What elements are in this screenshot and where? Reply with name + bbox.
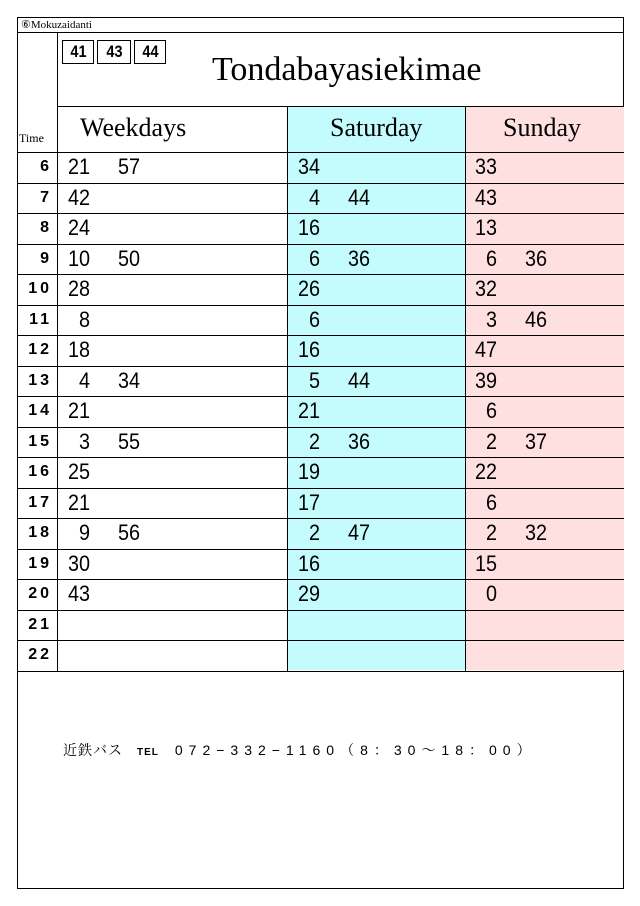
departure-minute: 21 (297, 398, 320, 423)
saturday-header: Saturday (330, 113, 423, 142)
sunday-departures (459, 213, 509, 243)
saturday-departures (282, 274, 332, 304)
departure-minute: 50 (117, 246, 140, 271)
departure-minute: 36 (347, 246, 370, 271)
office-hours: （8：30〜18：00） (340, 742, 537, 758)
weekdays-departures (52, 488, 102, 518)
saturday-departures (282, 152, 332, 182)
departure-minute: 5 (308, 368, 320, 393)
hour-label: 18 (28, 524, 52, 541)
weekdays-header: Weekdays (80, 113, 187, 142)
departure-minute: 55 (117, 429, 140, 454)
departure-minute: 44 (347, 368, 370, 393)
departure-minute: 47 (474, 337, 497, 362)
sunday-departures (459, 305, 559, 335)
weekdays-departures (52, 549, 102, 579)
saturday-departures (282, 183, 382, 213)
saturday-departures (282, 366, 382, 396)
hour-label: 16 (28, 463, 52, 480)
sunday-departures (459, 274, 509, 304)
hour-label: 12 (28, 341, 52, 358)
route-number: 43 (105, 42, 123, 61)
departure-minute: 2 (485, 520, 497, 545)
stop-code: ⑥Mokuzaidanti (21, 19, 92, 31)
sunday-header: Sunday (503, 113, 581, 142)
weekdays-departures (52, 366, 152, 396)
departure-minute: 36 (347, 429, 370, 454)
weekdays-departures (52, 427, 152, 457)
weekdays-departures (52, 518, 152, 548)
bus-company: 近鉄バス (63, 742, 123, 758)
sunday-departures (459, 579, 509, 609)
hour-label: 8 (40, 219, 52, 236)
saturday-departures (282, 427, 382, 457)
departure-minute: 19 (297, 459, 320, 484)
route-number-box (62, 40, 94, 64)
saturday-departures (282, 488, 332, 518)
departure-minute: 43 (67, 581, 90, 606)
departure-minute: 22 (474, 459, 497, 484)
row-divider (17, 671, 624, 672)
departure-minute: 29 (297, 581, 320, 606)
departure-minute: 4 (78, 368, 90, 393)
sunday-departures (459, 518, 559, 548)
sunday-departures (459, 549, 509, 579)
departure-minute: 2 (308, 429, 320, 454)
sunday-departures (459, 488, 509, 518)
departure-minute: 30 (67, 551, 90, 576)
departure-minute: 16 (297, 551, 320, 576)
departure-minute: 21 (67, 154, 90, 179)
hour-label: 7 (40, 189, 52, 206)
saturday-departures (282, 518, 382, 548)
departure-minute: 34 (297, 154, 320, 179)
departure-minute: 39 (474, 368, 497, 393)
sunday-departures (459, 152, 509, 182)
departure-minute: 6 (485, 490, 497, 515)
departure-minute: 9 (78, 520, 90, 545)
saturday-departures (282, 213, 332, 243)
departure-minute: 6 (485, 246, 497, 271)
saturday-departures (282, 396, 332, 426)
saturday-departures (282, 305, 332, 335)
route-number-box (134, 40, 166, 64)
departure-minute: 36 (524, 246, 547, 271)
sunday-departures (459, 427, 559, 457)
departure-minute: 16 (297, 215, 320, 240)
departure-minute: 18 (67, 337, 90, 362)
departure-minute: 15 (474, 551, 497, 576)
departure-minute: 6 (308, 307, 320, 332)
departure-minute: 6 (308, 246, 320, 271)
weekdays-departures (52, 335, 102, 365)
departure-minute: 46 (524, 307, 547, 332)
saturday-departures (282, 579, 332, 609)
contact-info (63, 740, 537, 760)
weekdays-departures (52, 305, 102, 335)
weekdays-departures (52, 579, 102, 609)
tel-label: TEL (137, 747, 159, 758)
saturday-departures (282, 335, 332, 365)
departure-minute: 21 (67, 490, 90, 515)
hour-label: 20 (28, 585, 52, 602)
hour-label: 9 (40, 250, 52, 267)
hour-label: 13 (28, 372, 52, 389)
departure-minute: 32 (474, 276, 497, 301)
header-divider (17, 32, 624, 33)
departure-minute: 10 (67, 246, 90, 271)
departure-minute: 16 (297, 337, 320, 362)
sunday-departures (459, 335, 509, 365)
weekdays-departures (52, 213, 102, 243)
hour-label: 19 (28, 555, 52, 572)
weekdays-departures (52, 152, 152, 182)
departure-minute: 2 (485, 429, 497, 454)
departure-minute: 21 (67, 398, 90, 423)
weekdays-departures (52, 244, 152, 274)
departure-minute: 24 (67, 215, 90, 240)
hour-label: 17 (28, 494, 52, 511)
phone-number: 072−332−1160 (174, 742, 341, 758)
hour-label: 22 (28, 646, 52, 663)
departure-minute: 26 (297, 276, 320, 301)
hour-label: 21 (28, 616, 52, 633)
sunday-departures (459, 366, 509, 396)
hour-label: 15 (28, 433, 52, 450)
departure-minute: 6 (485, 398, 497, 423)
departure-minute: 43 (474, 185, 497, 210)
departure-minute: 3 (485, 307, 497, 332)
departure-minute: 8 (78, 307, 90, 332)
departure-minute: 2 (308, 520, 320, 545)
hour-label: 6 (40, 158, 52, 175)
departure-minute: 32 (524, 520, 547, 545)
departure-minute: 25 (67, 459, 90, 484)
departure-minute: 28 (67, 276, 90, 301)
hour-label: 11 (29, 311, 52, 328)
departure-minute: 34 (117, 368, 140, 393)
departure-minute: 13 (474, 215, 497, 240)
weekdays-departures (52, 183, 102, 213)
departure-minute: 33 (474, 154, 497, 179)
departure-minute: 57 (117, 154, 140, 179)
sunday-departures (459, 396, 509, 426)
departure-minute: 4 (308, 185, 320, 210)
hour-label: 14 (28, 402, 52, 419)
sunday-departures (459, 457, 509, 487)
row-divider (17, 640, 624, 641)
departure-minute: 42 (67, 185, 90, 210)
departure-minute: 37 (524, 429, 547, 454)
saturday-departures (282, 457, 332, 487)
weekdays-departures (52, 396, 102, 426)
weekdays-departures (52, 274, 102, 304)
sunday-departures (459, 244, 559, 274)
departure-minute: 47 (347, 520, 370, 545)
route-number: 44 (141, 42, 159, 61)
stop-name: Tondabayasiekimae (212, 51, 482, 88)
hour-label: 10 (28, 280, 52, 297)
saturday-departures (282, 549, 332, 579)
departure-minute: 17 (297, 490, 320, 515)
route-number: 41 (69, 42, 87, 61)
weekdays-departures (52, 457, 102, 487)
time-column-header: Time (19, 131, 44, 145)
departure-minute: 3 (78, 429, 90, 454)
row-divider (17, 610, 624, 611)
title-divider (57, 106, 624, 107)
saturday-departures (282, 244, 382, 274)
departure-minute: 44 (347, 185, 370, 210)
route-number-box (97, 40, 131, 64)
departure-minute: 56 (117, 520, 140, 545)
sunday-departures (459, 183, 509, 213)
departure-minute: 0 (485, 581, 497, 606)
